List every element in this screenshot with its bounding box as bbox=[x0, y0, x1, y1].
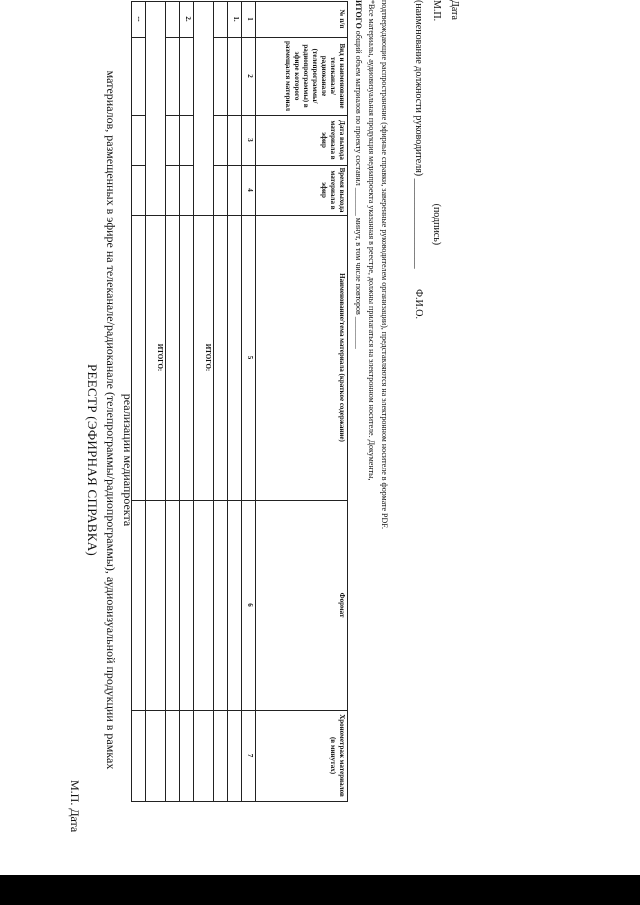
cell-blank bbox=[132, 216, 146, 501]
cell-blank bbox=[214, 501, 228, 711]
cell-blank bbox=[194, 711, 214, 802]
cell-blank bbox=[166, 38, 180, 116]
bottom-black-bar bbox=[0, 875, 640, 905]
total-text: общий объем матриалов по проекту составил bbox=[354, 30, 363, 186]
col-number-4: 4 bbox=[242, 166, 256, 216]
header-number: № п/п bbox=[256, 2, 348, 38]
row-2-number: 2. bbox=[180, 2, 194, 38]
position-label-line bbox=[413, 0, 424, 319]
cell-blank bbox=[214, 711, 228, 802]
position-blank: __________________ bbox=[413, 178, 424, 269]
cell-blank bbox=[194, 501, 214, 711]
cell-blank bbox=[132, 711, 146, 802]
row-1-number: 1. bbox=[228, 2, 242, 38]
cell-blank bbox=[146, 711, 166, 802]
cell-blank bbox=[228, 711, 242, 802]
total-line bbox=[354, 0, 363, 349]
itogo-row1: ИТОГО: bbox=[194, 216, 214, 501]
header-channel: Вид и наименование телеканала/радиоканале (телепрограммы/ радиопрограммы) в эфире которого размещался материал bbox=[256, 38, 348, 116]
cell-blank bbox=[132, 166, 146, 216]
cell-blank bbox=[228, 216, 242, 501]
cell-blank bbox=[228, 501, 242, 711]
mp-line bbox=[431, 0, 442, 245]
row-ellipsis: ... bbox=[132, 2, 146, 38]
rotated-document bbox=[40, 0, 520, 833]
date-label: Дата bbox=[449, 0, 460, 20]
header-duration: Хронометраж материалов (в минутах) bbox=[256, 711, 348, 802]
position-label: (наименование должности руководителя) bbox=[413, 0, 424, 177]
cell-blank bbox=[228, 38, 242, 116]
col-number-2: 2 bbox=[242, 38, 256, 116]
cell-blank bbox=[180, 116, 194, 166]
total-suffix: минут, в том числе повторов bbox=[354, 217, 363, 315]
cell-blank bbox=[146, 501, 166, 711]
cell-blank bbox=[180, 166, 194, 216]
cell-blank bbox=[180, 711, 194, 802]
cell-blank bbox=[214, 38, 228, 116]
cell-blank bbox=[132, 116, 146, 166]
cell-blank bbox=[228, 116, 242, 166]
total-prefix: ИТОГО bbox=[354, 0, 363, 29]
mp-label: М.П. bbox=[431, 0, 442, 22]
cell-blank bbox=[166, 216, 180, 501]
cell-blank bbox=[166, 166, 180, 216]
header-time: Время выхода материала в эфир bbox=[256, 166, 348, 216]
cell-blank bbox=[166, 711, 180, 802]
cell-blank bbox=[166, 116, 180, 166]
cell-blank bbox=[166, 501, 180, 711]
registry-table bbox=[131, 1, 348, 802]
document-subtitle-line1: материалов, размещенных в эфире на телеканале/радиоканале (телепрограммы/радиопрограммы), аудиовизуальной продукции в рамках bbox=[104, 70, 118, 770]
header-date: Дата выхода материала в эфир bbox=[256, 116, 348, 166]
col-number-1: 1 bbox=[242, 2, 256, 38]
col-number-3: 3 bbox=[242, 116, 256, 166]
cell-blank bbox=[132, 501, 146, 711]
total-blank-2: ________ bbox=[354, 316, 363, 349]
cell-blank bbox=[214, 166, 228, 216]
total-blank: _______ bbox=[354, 187, 363, 216]
cell-blank bbox=[180, 501, 194, 711]
cell-blank bbox=[146, 2, 166, 216]
cell-blank bbox=[132, 38, 146, 116]
col-number-7: 7 bbox=[242, 711, 256, 802]
cell-blank bbox=[180, 38, 194, 116]
signature-label: (подпись) bbox=[431, 203, 442, 246]
cell-blank bbox=[180, 216, 194, 501]
mp-date-top: М.П. Дата bbox=[68, 780, 82, 833]
document-subtitle-line2: реализации медиапроекта bbox=[121, 393, 135, 527]
header-title: Наименование/тема материала (краткое содержание) bbox=[256, 216, 348, 501]
cell-blank bbox=[214, 216, 228, 501]
cell-blank bbox=[194, 2, 214, 216]
note-line-1: *Все материалы, аудиовизуальная продукция медиапроекта указанная в реестре, должны прилагаться на электронном носителе. Документы, bbox=[367, 0, 376, 481]
cell-blank bbox=[166, 2, 180, 38]
col-number-6: 6 bbox=[242, 501, 256, 711]
document-title: РЕЕСТР (ЭФИРНАЯ СПРАВКА) bbox=[85, 363, 100, 557]
fio-label: Ф.И.О. bbox=[413, 289, 424, 319]
itogo-row2: ИТОГО: bbox=[146, 216, 166, 501]
header-format: Формат bbox=[256, 501, 348, 711]
note-line-2: подтверждающие распространение (эфирные справки, заверенные руководителем организации), представляются на электронном носителе в формате PDF. bbox=[380, 0, 389, 530]
cell-blank bbox=[214, 116, 228, 166]
cell-blank bbox=[214, 2, 228, 38]
col-number-5: 5 bbox=[242, 216, 256, 501]
cell-blank bbox=[228, 166, 242, 216]
